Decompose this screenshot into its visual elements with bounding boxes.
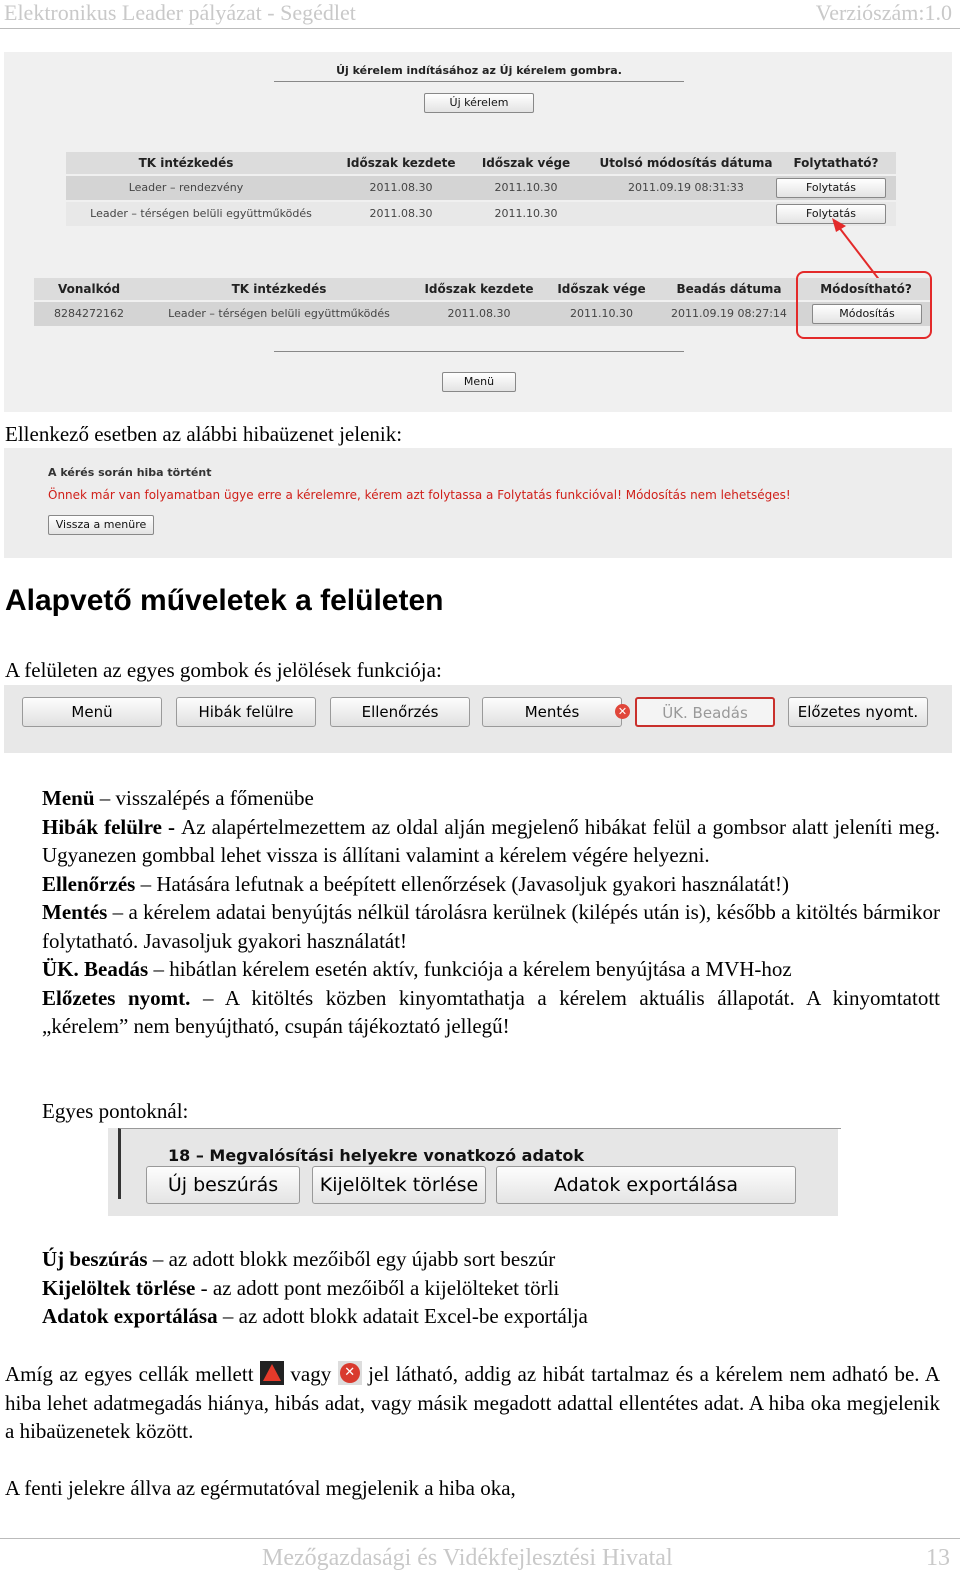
definition: - az adott pont mezőiből a kijelölteket törli xyxy=(195,1275,560,1300)
footer-organization: Mezőgazdasági és Vidékfejlesztési Hivatal xyxy=(262,1545,673,1571)
term: Hibák felülre - xyxy=(42,814,182,839)
term: Mentés xyxy=(42,900,108,924)
section-title: 18 – Megvalósítási helyekre vonatkozó adatok xyxy=(168,1146,584,1165)
table-cell: 2011.10.30 xyxy=(494,181,558,194)
header-title: Elektronikus Leader pályázat - Segédlet xyxy=(4,0,356,25)
table1-header: Folytatható? xyxy=(793,156,879,170)
screenshot-toolbar xyxy=(4,685,952,753)
warning-triangle-icon xyxy=(260,1361,284,1385)
errors-top-button[interactable]: Hibák felülre xyxy=(176,697,316,727)
definition: – az adott blokk mezőiből egy újabb sort beszúr xyxy=(147,1247,556,1271)
table-cell: 2011.09.19 08:27:14 xyxy=(671,307,787,320)
paragraph: Egyes pontoknál: xyxy=(42,1099,189,1123)
page-footer xyxy=(0,1538,960,1583)
desc-delete xyxy=(42,1274,940,1303)
paragraph: Ellenkező esetben az alábbi hibaüzenet jelenik: xyxy=(5,422,403,446)
save-button[interactable]: Mentés xyxy=(482,697,622,727)
delete-selected-button[interactable]: Kijelöltek törlése xyxy=(312,1166,486,1204)
desc-submit xyxy=(42,955,940,984)
new-request-hint: Új kérelem indításához az Új kérelem gombra. xyxy=(274,64,684,82)
table2-header: Időszak kezdete xyxy=(424,282,534,296)
term: ÜK. Beadás xyxy=(42,957,149,981)
desc-check xyxy=(42,870,940,899)
table-cell: Leader – rendezvény xyxy=(128,181,244,194)
table2-header: Beadás dátuma xyxy=(676,282,782,296)
description-block-2 xyxy=(42,1245,940,1331)
desc-export xyxy=(42,1302,940,1331)
text: Amíg az egyes cellák mellett xyxy=(5,1362,260,1386)
table2-header: Módosítható? xyxy=(820,282,912,296)
error-title: A kérés során hiba történt xyxy=(48,466,212,479)
table-cell: 2011.08.30 xyxy=(369,181,433,194)
term: Új beszúrás xyxy=(42,1247,148,1271)
insert-button[interactable]: Új beszúrás xyxy=(146,1166,300,1204)
desc-menu xyxy=(42,784,940,813)
table1-header: Időszak vége xyxy=(481,156,571,170)
table1-header: TK intézkedés xyxy=(138,156,234,170)
term: Adatok exportálása xyxy=(42,1304,218,1328)
definition: Az alapértelmezettem az oldal alján megjelenő hibákat felül a gombsor alatt jeleníti meg. Ugyanezen gombbal lehet vissza is állítani valamint a kérelem végére helyezni. xyxy=(42,814,940,867)
term: Előzetes nyomt. xyxy=(42,985,191,1010)
page-number: 13 xyxy=(926,1545,950,1571)
table-cell: 2011.08.30 xyxy=(369,207,433,220)
definition: – A kitöltés közben kinyomtathatja a kérelem aktuális állapotát. A kinyomtatott „kérelem” nem benyújtható, csupán tájékoztató jellegű! xyxy=(42,985,941,1038)
table-cell: 2011.08.30 xyxy=(447,307,511,320)
divider xyxy=(274,351,684,352)
highlight-box xyxy=(796,271,932,339)
header-version: Verziószám:1.0 xyxy=(815,0,952,25)
preprint-button[interactable]: Előzetes nyomt. xyxy=(788,697,928,727)
export-button[interactable]: Adatok exportálása xyxy=(496,1166,796,1204)
menu-button[interactable]: Menü xyxy=(442,372,516,392)
table-cell: Leader – térségen belüli együttműködés xyxy=(90,207,312,220)
table-cell: 2011.10.30 xyxy=(494,207,558,220)
continue-button[interactable]: Folytatás xyxy=(776,204,886,224)
term: Ellenőrzés xyxy=(42,871,136,896)
continue-button[interactable]: Folytatás xyxy=(776,178,886,198)
table-cell: 2011.10.30 xyxy=(570,307,633,320)
desc-preprint xyxy=(42,984,940,1041)
table-cell: 2011.09.19 08:31:33 xyxy=(628,181,744,194)
definition: – az adott blokk adatait Excel-be exportálja xyxy=(217,1304,588,1328)
table-cell: Leader – térségen belüli együttműködés xyxy=(168,307,390,320)
new-request-button[interactable]: Új kérelem xyxy=(424,93,534,113)
screenshot-error xyxy=(4,448,952,558)
error-circle-icon: ✕ xyxy=(338,1361,362,1385)
text: jel látható, addig az hibát tartalmaz és a kérelem nem adható be. A hiba lehet adatmegadás hiánya, hibás adat, vagy másik megadott adattal ellentétes adat. A hiba oka megjelenik a hibaüzenetek között. xyxy=(5,1362,940,1443)
check-button[interactable]: Ellenőrzés xyxy=(330,697,470,727)
modify-button[interactable]: Módosítás xyxy=(812,304,922,324)
menu-button[interactable]: Menü xyxy=(22,697,162,727)
table2-header: Időszak vége xyxy=(557,282,646,296)
text: vagy xyxy=(283,1362,338,1386)
table1-header: Utolsó módosítás dátuma xyxy=(599,156,773,170)
submit-button[interactable]: ÜK. Beadás xyxy=(635,697,775,727)
desc-errors xyxy=(42,813,940,870)
definition: – Hatására lefutnak a beépített ellenőrzések (Javasoljuk gyakori használatát!) xyxy=(135,871,789,896)
section-heading: Alapvető műveletek a felületen xyxy=(5,584,444,617)
screenshot-requests xyxy=(4,52,952,412)
table2-header: TK intézkedés xyxy=(231,282,327,296)
screenshot-block-buttons xyxy=(108,1128,838,1216)
table2-header: Vonalkód xyxy=(57,282,121,296)
definition: – hibátlan kérelem esetén aktív, funkciója a kérelem benyújtása a MVH-hoz xyxy=(148,957,792,981)
desc-save xyxy=(42,898,940,955)
error-message: Önnek már van folyamatban ügye erre a kérelemre, kérem azt folytassa a Folytatás funkcióval! Módosítás nem lehetséges! xyxy=(48,488,791,502)
page-header xyxy=(0,0,960,29)
paragraph: A fenti jelekre állva az egérmutatóval megjelenik a hiba oka, xyxy=(5,1476,516,1500)
definition: – a kérelem adatai benyújtás nélkül tárolásra kerülnek (kilépés után is), később a kitöltés bármikor folytatható. Javasoljuk gyakori használatát! xyxy=(42,900,940,953)
term: Menü xyxy=(42,786,95,810)
definition: – visszalépés a főmenübe xyxy=(94,786,314,810)
error-x-icon: ✕ xyxy=(615,704,630,719)
back-to-menu-button[interactable]: Vissza a menüre xyxy=(48,515,154,535)
paragraph: A felületen az egyes gombok és jelölések funkciója: xyxy=(5,658,442,682)
desc-insert xyxy=(42,1245,940,1274)
paragraph-icons xyxy=(5,1360,940,1446)
description-block xyxy=(42,784,940,1041)
table-cell: 8284272162 xyxy=(54,307,124,320)
term: Kijelöltek törlése xyxy=(42,1275,196,1300)
table1 xyxy=(66,152,896,228)
table1-header: Időszak kezdete xyxy=(346,156,456,170)
